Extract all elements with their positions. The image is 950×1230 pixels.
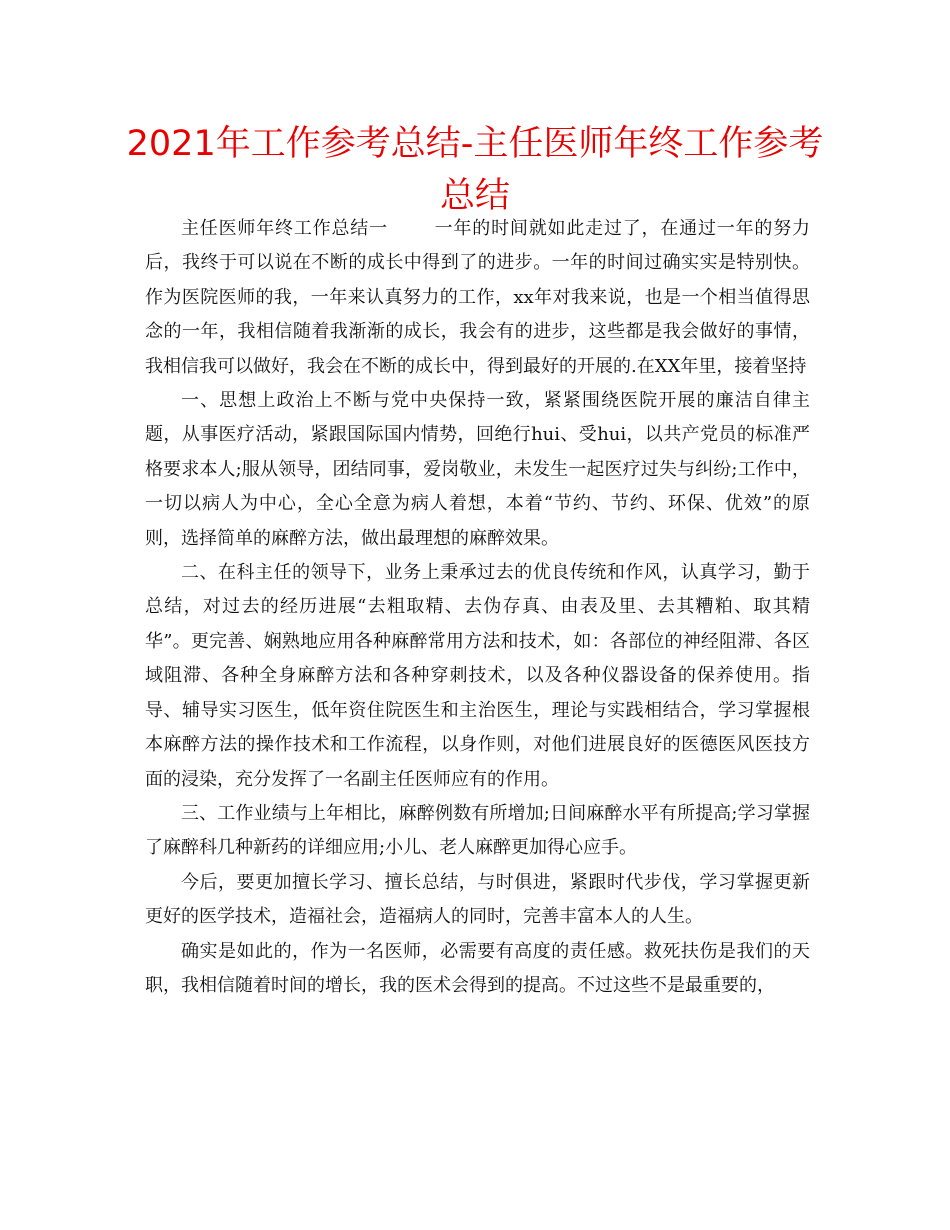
document-title: 2021年工作参考总结-主任医师年终工作参考总结 — [126, 124, 824, 216]
paragraph-1: 一、思想上政治上不断与党中央保持一致，紧紧围绕医院开展的廉洁自律主题，从事医疗活动，紧跟国际国内情势，回绝行hui、受hui，以共产党员的标准严格要求本人;服从领导，团结同事，爱岗敬业，未发生一起医疗过失与纠纷;工作中，一切以病人为中心，全心全意为病人着想，本着“节约、节约、环保、优效”的原则，选择简单的麻醉方法，做出最理想的麻醉效果。 — [145, 390, 810, 549]
paragraph-text: 一年的时间就如此走过了，在通过一年的努力后，我终于可以说在不断的成长中得到了的进步。一年的时间过确实实是特别快。作为医院医师的我，一年来认真努力的工作，xx年对我来说，也是一个相当值得思念的一年，我相信随着我渐渐的成长，我会有的进步，这些都是我会做好的事情，我相信我可以做好，我会在不断的成长中，得到最好的开展的.在XX年里，接着坚持 — [145, 218, 811, 377]
paragraph-2: 二、在科主任的领导下，业务上秉承过去的优良传统和作风，认真学习，勤于总结，对过去的经历进展“去粗取精、去伪存真、由表及里、去其糟粕、取其精华”。更完善、娴熟地应用各种麻醉常用方法和技术，如：各部位的神经阻滞、各区域阻滞、各种全身麻醉方法和各种穿刺技术，以及各种仪器设备的保养使用。指导、辅导实习医生，低年资住院医生和主治医生，理论与实践相结合，学习掌握根本麻醉方法的操作技术和工作流程，以身作则，对他们进展良好的医德医风医技方面的浸染，充分发挥了一名副主任医师应有的作用。 — [145, 562, 810, 790]
paragraph-5: 确实是如此的，作为一名医师，必需要有高度的责任感。救死扶伤是我们的天职，我相信随着时间的增长，我的医术会得到的提高。不过这些不是最重要的， — [145, 940, 810, 996]
intro-heading: 主任医师年终工作总结一 — [181, 218, 388, 239]
paragraph-intro — [145, 212, 810, 384]
paragraph-4: 今后，要更加擅长学习、擅长总结，与时俱进，紧跟时代步伐，学习掌握更新更好的医学技术，造福社会，造福病人的同时，完善丰富本人的人生。 — [145, 871, 810, 928]
paragraph-3: 三、工作业绩与上年相比，麻醉例数有所增加;日间麻醉水平有所提高;学习掌握了麻醉科几种新药的详细应用;小儿、老人麻醉更加得心应手。 — [145, 802, 810, 859]
document-body — [145, 212, 810, 1003]
